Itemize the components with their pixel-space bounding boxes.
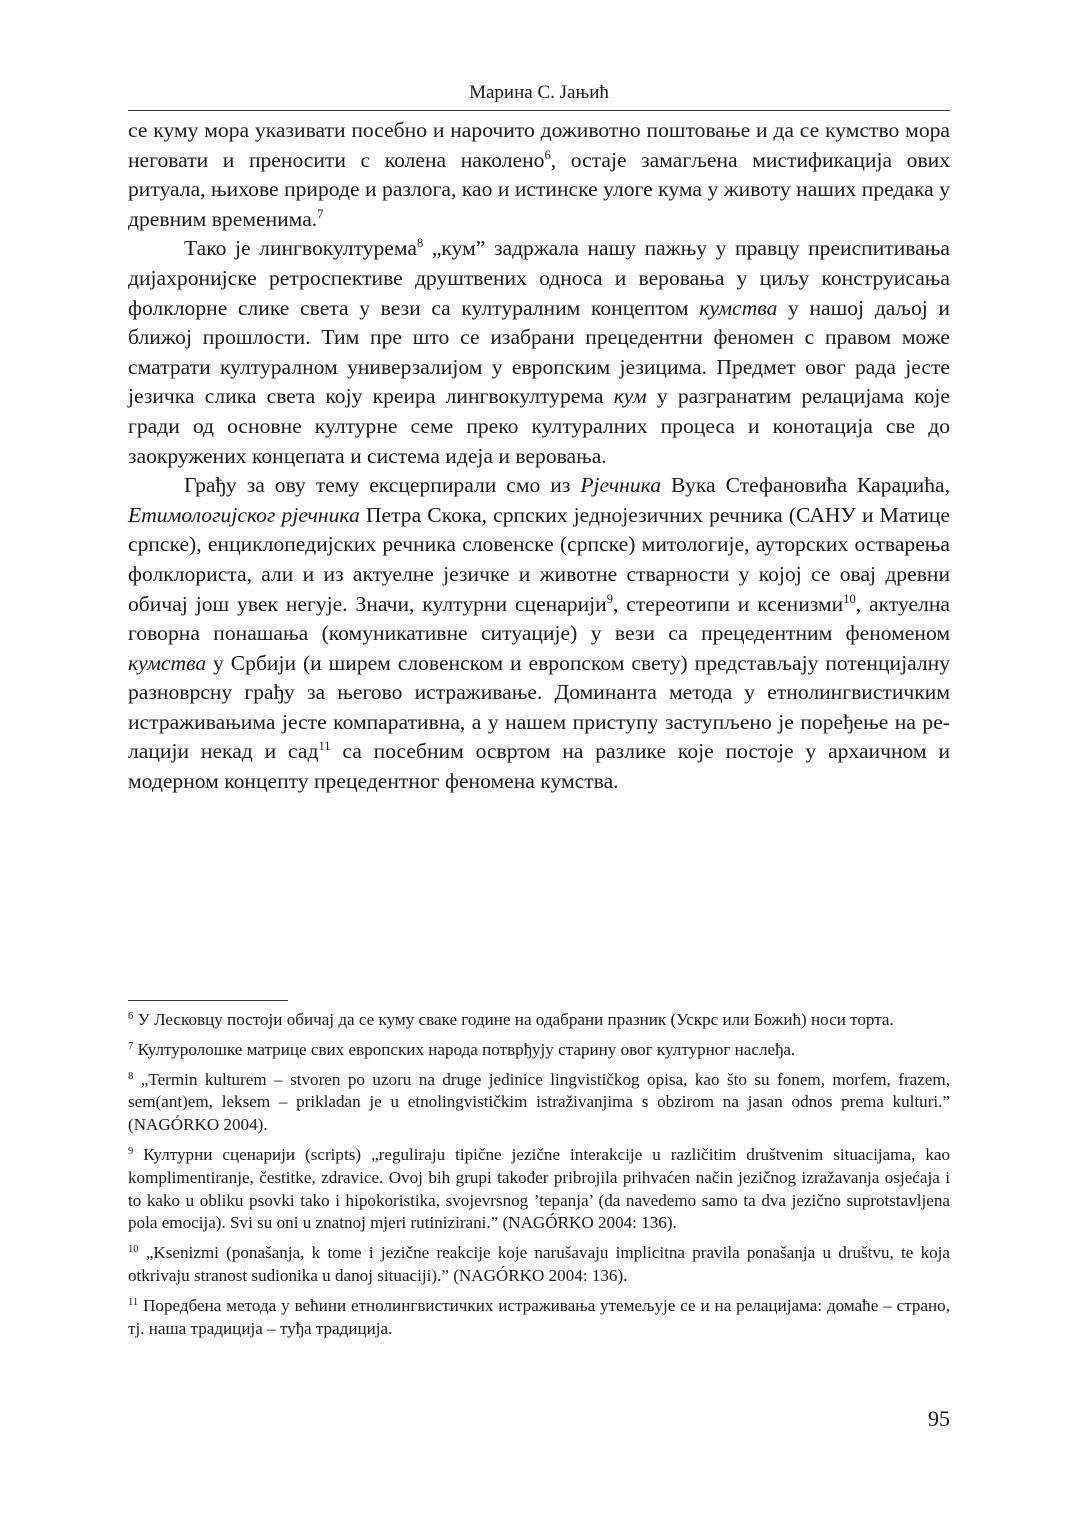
running-head: Марина С. Јањић: [469, 82, 609, 103]
footnote-ref: 10: [843, 591, 856, 606]
italic-term: кум: [613, 384, 647, 409]
main-text: [128, 116, 950, 797]
text-run: Грађу за ову тему ексцерпирали смо из: [184, 473, 581, 498]
text-run: се куму мора указивати посебно и нарочито доживотно поштовање и да се кумство мора неговати и преносити с колена наколено: [128, 118, 950, 172]
footnote: [128, 1069, 950, 1137]
text-run: Тако је лингвокултурема: [184, 236, 417, 261]
footnotes: [128, 1009, 950, 1347]
footnote-number: 10: [128, 1244, 139, 1256]
italic-term: кумства: [699, 295, 778, 320]
footnote-number: 6: [128, 1011, 134, 1023]
footnote: [128, 1242, 950, 1288]
text-run: у Србији (и ширем словенском и европском свету) представљају потенцијалну разноврсну грађу за његово истраживање. Доминанта метода у етнолингвистичким истраживањима јесте компаративна, а у нашем приступу заступљено је поређење на релацији некад и сад: [128, 650, 950, 764]
footnote-text: „Ksenizmi (ponašanja, k tome i jezične reakcije koje narušavaju implicitna pravila ponašanja u društvu, te koja otkrivaju stranost sudionika u danoj situaciji).” (NAGÓRKO 2004: 136).: [128, 1243, 950, 1285]
text-run: „кум” задржала нашу пажњу у правцу преиспитивања дијахронијске ретроспективе друштвених односа и веровања у циљу конструисања фолклорне слике света у вези са културалним концептом: [128, 236, 950, 320]
footnote-text: Културолошке матрице свих европских народа потврђују старину овог културног наслеђа.: [133, 1039, 796, 1059]
italic-term: кумства: [128, 650, 207, 675]
footnote-text: Културни сценарији (scripts) „reguliraju tipične jezične interakcije u različitim društvenim situacijama, kao komplimentiranje, čestitke, zdravice. Ovoj bih grupi također pribrojila prihvaćen način jezičnog izražavanja osjećaja i to kako u obliku psovki tako i hipokoristika, svojevrsnog ’tepanja’ (da navedemo samo ta dva jezično suprotstavljena pola emocija). Svi su oni u znatnoj mjeri rutinizirani.” (NAGÓRKO 2004: 136).: [128, 1144, 950, 1233]
footnote: [128, 1295, 950, 1341]
page-number: 95: [928, 1406, 950, 1431]
body-paragraph: [128, 234, 950, 471]
body-paragraph: [128, 471, 950, 797]
footnote: [128, 1144, 950, 1235]
footnote-number: 7: [128, 1040, 134, 1052]
footnote-separator: [128, 1000, 288, 1001]
header-rule: [128, 110, 950, 111]
text-run: Вука Стефановића Караџића,: [661, 473, 950, 498]
text-run: , остаје замагљена мистификација ових ритуала, њихове природе и разлога, као и истинске улоге кума у животу наших предака у древним временима.: [128, 147, 950, 231]
footnote: [128, 1039, 950, 1062]
footnote-text: У Лесковцу постоји обичај да се куму сваке године на одабрани празник (Ускрс или Божић) носи торта.: [133, 1010, 894, 1029]
text-run: , актуелна говорна понашања (комуникативне ситуације) у вези са прецедентним феноменом: [128, 591, 950, 646]
text-run: у разгранатим релацијама које гради од основне културне семе преко културалних процеса и конотација све до заокружених концепата и система идеја и веровања.: [128, 384, 951, 468]
italic-term: Етимологијског рјечника: [128, 502, 360, 527]
footnote-ref: 6: [544, 147, 551, 162]
footnote-number: 11: [128, 1296, 139, 1308]
footnote-number: 9: [128, 1146, 134, 1158]
body-paragraph: [128, 116, 950, 234]
footnote-ref: 8: [417, 236, 424, 251]
footnote-ref: 9: [606, 591, 613, 606]
footnote-ref: 11: [318, 739, 331, 754]
footnote-ref: 7: [317, 207, 324, 222]
text-run: , стереотипи и ксенизми: [612, 591, 844, 616]
italic-term: Рјечника: [580, 473, 661, 498]
text-run: у нашој даљој и ближој прошлости. Тим пре што се изабрани прецедентни феномен с правом може сматрати културалном универзалијом у европским језицима. Предмет овог рада јесте језичка слика света коју креира лингвокултурема: [128, 295, 950, 409]
text-run: Петра Скока, српских једнојезичних речника (САНУ и Матице српске), енциклопедијских речника словенске (српске) митологије, ауторских остварења фолклориста, али и из актуелне језичке и животне стварности у којој се овај древни обичај још увек негује. Значи, културни сценарији: [128, 502, 950, 616]
footnote-text: Поредбена метода у већини етнолингвистичких истраживања утемељује се и на релацијама: домаће – страно, тј. наша традиција – туђа традиција.: [128, 1295, 950, 1338]
footnote-text: „Termin kulturem – stvoren po uzoru na druge jedinice lingvističkog opisa, kao što su fonem, morfem, frazem, sem(ant)em, leksem – prikladan je u etnolingvističkim istraživanjima s obzirom na jasan odnos prema kulturi.” (NAGÓRKO 2004).: [128, 1069, 950, 1135]
text-run: са посебним освртом на разлике које постоје у архаичном и модерном концепту прецедентног феномена кумства.: [128, 739, 950, 794]
footnote-number: 8: [128, 1070, 134, 1082]
footnote: [128, 1009, 950, 1032]
